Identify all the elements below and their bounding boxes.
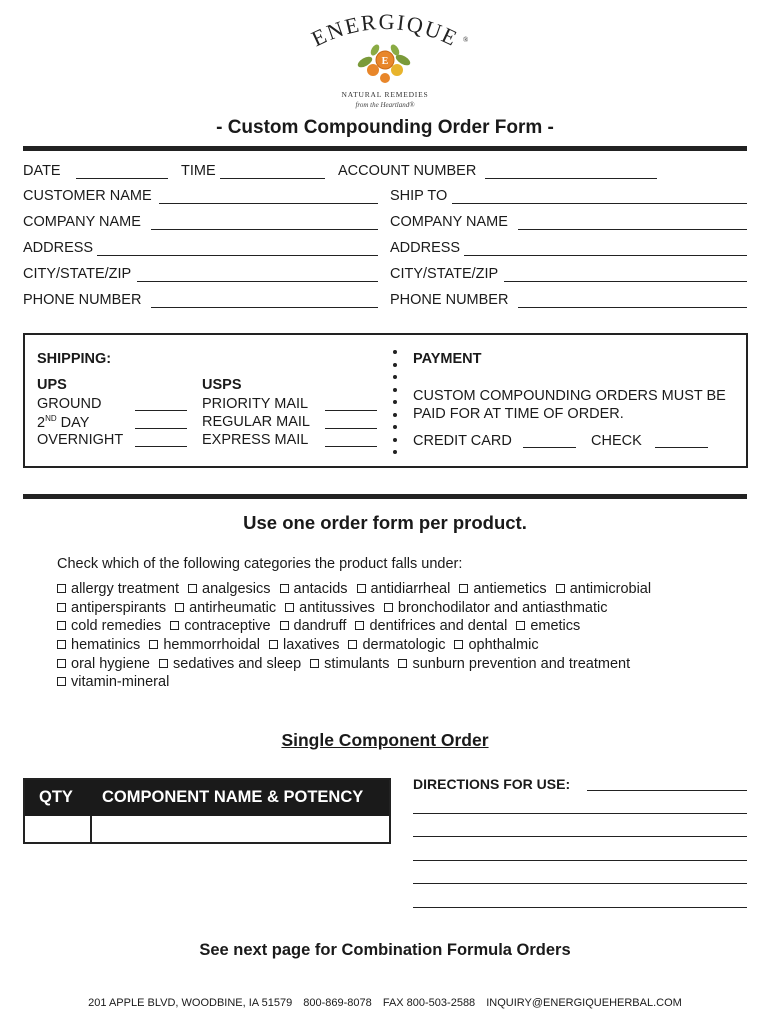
title-divider <box>23 146 747 151</box>
checkbox-icon[interactable] <box>398 659 407 668</box>
component-column-header: COMPONENT NAME & POTENCY <box>102 788 364 806</box>
category-label: bronchodilator and antiasthmatic <box>397 600 608 616</box>
category-label: dentifrices and dental <box>369 618 508 634</box>
separator-dot <box>393 400 397 404</box>
footer-address: 201 APPLE BLVD, WOODBINE, IA 51579 <box>88 997 293 1009</box>
single-component-title: Single Component Order <box>281 730 489 750</box>
category-label: antidiarrheal <box>370 581 451 597</box>
category-option[interactable] <box>57 618 161 634</box>
checkbox-icon[interactable] <box>159 659 168 668</box>
time-label: TIME <box>181 163 216 179</box>
ups-2nd-day-label: 2ND DAY <box>37 414 90 431</box>
footer-fax: FAX 800-503-2588 <box>382 997 476 1009</box>
form-title: - Custom Compounding Order Form - <box>216 117 554 138</box>
checkbox-icon[interactable] <box>355 621 364 630</box>
category-option[interactable] <box>310 656 389 672</box>
category-option[interactable] <box>398 656 630 672</box>
logo-brand-text: ENERGIQUE <box>307 12 463 52</box>
right-field-line[interactable] <box>518 229 747 230</box>
date-label: DATE <box>23 163 61 179</box>
separator-dot <box>393 438 397 442</box>
usps-regular-label: REGULAR MAIL <box>202 414 310 430</box>
payment-heading: PAYMENT <box>413 351 482 367</box>
category-option[interactable] <box>170 618 270 634</box>
separator-dot <box>393 375 397 379</box>
category-option[interactable] <box>57 637 140 653</box>
category-label: antiperspirants <box>71 600 167 616</box>
right-field-line[interactable] <box>518 307 747 308</box>
category-option[interactable] <box>280 581 348 597</box>
logo-tagline: from the Heartland® <box>355 101 415 109</box>
separator-dot <box>393 425 397 429</box>
right-field-label: SHIP TO <box>390 188 448 204</box>
checkbox-icon[interactable] <box>310 659 319 668</box>
checkbox-icon[interactable] <box>454 640 463 649</box>
category-label: antacids <box>293 581 348 597</box>
left-field-label: CUSTOMER NAME <box>23 188 152 204</box>
usps-express-label: EXPRESS MAIL <box>202 432 309 448</box>
checkbox-icon[interactable] <box>556 584 565 593</box>
left-field-line[interactable] <box>151 307 378 308</box>
component-table-header <box>25 780 389 816</box>
checkbox-icon[interactable] <box>280 621 289 630</box>
usps-priority-label: PRIORITY MAIL <box>202 396 309 412</box>
footer-phone: 800-869-8078 <box>303 997 372 1009</box>
checkbox-icon[interactable] <box>285 603 294 612</box>
right-field-label: COMPANY NAME <box>390 214 508 230</box>
category-option[interactable] <box>516 618 580 634</box>
checkbox-icon[interactable] <box>516 621 525 630</box>
directions-line-1[interactable] <box>587 790 747 791</box>
directions-line-2[interactable] <box>413 813 747 814</box>
account-number-label: ACCOUNT NUMBER <box>338 163 477 179</box>
category-option[interactable] <box>459 581 546 597</box>
ups-overnight-label: OVERNIGHT <box>37 432 124 448</box>
category-label: sedatives and sleep <box>173 656 302 672</box>
checkbox-icon[interactable] <box>57 603 66 612</box>
category-label: contraceptive <box>184 618 271 634</box>
checkbox-icon[interactable] <box>384 603 393 612</box>
checkbox-icon[interactable] <box>57 621 66 630</box>
left-field-line[interactable] <box>159 203 378 204</box>
checkbox-icon[interactable] <box>149 640 158 649</box>
shipping-heading: SHIPPING: <box>37 351 112 367</box>
right-field-line[interactable] <box>452 203 747 204</box>
category-option[interactable] <box>57 600 166 616</box>
category-option[interactable] <box>384 600 608 616</box>
left-field-label: CITY/STATE/ZIP <box>23 266 132 282</box>
category-label: cold remedies <box>71 618 162 634</box>
category-option[interactable] <box>57 581 179 597</box>
category-label: oral hygiene <box>71 656 150 672</box>
payment-note-line2: PAID FOR AT TIME OF ORDER. <box>413 406 624 422</box>
category-label: antiemetics <box>473 581 547 597</box>
category-label: antirheumatic <box>189 600 277 616</box>
svg-text:®: ® <box>463 36 469 44</box>
category-row <box>57 600 617 616</box>
right-field-label: CITY/STATE/ZIP <box>390 266 499 282</box>
category-option[interactable] <box>149 637 260 653</box>
category-option[interactable] <box>355 618 507 634</box>
right-field-label: PHONE NUMBER <box>390 292 509 308</box>
left-field-label: ADDRESS <box>23 240 94 256</box>
logo-subtitle: NATURAL REMEDIES <box>341 90 429 99</box>
section-divider <box>23 494 747 499</box>
category-row <box>57 637 548 653</box>
category-label: hemmorrhoidal <box>163 637 261 653</box>
category-label: dermatologic <box>362 637 446 653</box>
usps-label: USPS <box>202 377 242 393</box>
category-option[interactable] <box>357 581 451 597</box>
separator-dot <box>393 363 397 367</box>
usps-express-field[interactable] <box>325 446 377 447</box>
category-label: hematinics <box>71 637 141 653</box>
category-label: emetics <box>530 618 581 634</box>
ups-ground-field[interactable] <box>135 410 187 411</box>
usps-regular-field[interactable] <box>325 428 377 429</box>
logo-emblem <box>295 12 475 92</box>
credit-card-field[interactable] <box>523 447 576 448</box>
checkbox-icon[interactable] <box>280 584 289 593</box>
time-field[interactable] <box>220 178 325 179</box>
company-logo <box>295 12 475 110</box>
qty-column-header: QTY <box>39 788 73 806</box>
category-row <box>57 618 589 634</box>
category-option[interactable] <box>175 600 276 616</box>
category-row <box>57 581 660 597</box>
see-next-page-note: See next page for Combination Formula Orders <box>199 941 571 959</box>
usps-priority-field[interactable] <box>325 410 377 411</box>
category-label: ophthalmic <box>468 637 539 653</box>
footer <box>0 997 770 1009</box>
category-option[interactable] <box>269 637 339 653</box>
left-field-label: COMPANY NAME <box>23 214 141 230</box>
category-option[interactable] <box>556 581 651 597</box>
category-row <box>57 656 639 672</box>
payment-note-line1: CUSTOM COMPOUNDING ORDERS MUST BE <box>413 388 726 404</box>
one-form-heading: Use one order form per product. <box>243 512 527 533</box>
checkbox-icon[interactable] <box>57 584 66 593</box>
check-label: CHECK <box>591 433 642 449</box>
category-option[interactable] <box>454 637 538 653</box>
category-label: vitamin-mineral <box>71 674 170 690</box>
category-option[interactable] <box>57 674 169 690</box>
category-option[interactable] <box>188 581 271 597</box>
category-label: laxatives <box>283 637 340 653</box>
directions-label: DIRECTIONS FOR USE: <box>413 776 571 792</box>
ups-2nd-day-field[interactable] <box>135 428 187 429</box>
category-label: analgesics <box>202 581 271 597</box>
separator-dot <box>393 350 397 354</box>
directions-line-6[interactable] <box>413 907 747 908</box>
ups-label: UPS <box>37 377 67 393</box>
category-option[interactable] <box>57 656 150 672</box>
right-field-label: ADDRESS <box>390 240 461 256</box>
separator-dot <box>393 413 397 417</box>
checkbox-icon[interactable] <box>57 677 66 686</box>
separator-dot <box>393 450 397 454</box>
checkbox-icon[interactable] <box>459 584 468 593</box>
account-number-field[interactable] <box>485 178 657 179</box>
right-field-line[interactable] <box>464 255 747 256</box>
left-field-line[interactable] <box>151 229 378 230</box>
footer-email: INQUIRY@ENERGIQUEHERBAL.COM <box>486 997 682 1009</box>
category-label: dandruff <box>293 618 347 634</box>
categories-intro: Check which of the following categories the product falls under: <box>57 556 463 572</box>
right-field-line[interactable] <box>504 281 747 282</box>
credit-card-label: CREDIT CARD <box>413 433 512 449</box>
left-field-line[interactable] <box>137 281 378 282</box>
category-option[interactable] <box>348 637 445 653</box>
category-option[interactable] <box>159 656 301 672</box>
checkbox-icon[interactable] <box>57 640 66 649</box>
category-label: allergy treatment <box>71 581 179 597</box>
category-option[interactable] <box>285 600 375 616</box>
qty-cell[interactable] <box>25 814 88 842</box>
component-cell[interactable] <box>90 814 389 842</box>
category-label: stimulants <box>324 656 390 672</box>
category-label: antimicrobial <box>569 581 652 597</box>
ups-ground-label: GROUND <box>37 396 102 412</box>
svg-text:E: E <box>381 56 389 67</box>
category-row <box>57 674 178 690</box>
checkbox-icon[interactable] <box>170 621 179 630</box>
separator-dot <box>393 388 397 392</box>
checkbox-icon[interactable] <box>269 640 278 649</box>
check-field[interactable] <box>655 447 708 448</box>
category-label: sunburn prevention and treatment <box>412 656 631 672</box>
directions-line-3[interactable] <box>413 836 747 837</box>
ups-overnight-field[interactable] <box>135 446 187 447</box>
category-option[interactable] <box>280 618 347 634</box>
checkbox-icon[interactable] <box>175 603 184 612</box>
directions-line-4[interactable] <box>413 860 747 861</box>
checkbox-icon[interactable] <box>57 659 66 668</box>
date-field[interactable] <box>76 178 168 179</box>
checkbox-icon[interactable] <box>348 640 357 649</box>
checkbox-icon[interactable] <box>188 584 197 593</box>
category-label: antitussives <box>299 600 375 616</box>
directions-line-5[interactable] <box>413 883 747 884</box>
left-field-line[interactable] <box>97 255 378 256</box>
checkbox-icon[interactable] <box>357 584 366 593</box>
left-field-label: PHONE NUMBER <box>23 292 142 308</box>
